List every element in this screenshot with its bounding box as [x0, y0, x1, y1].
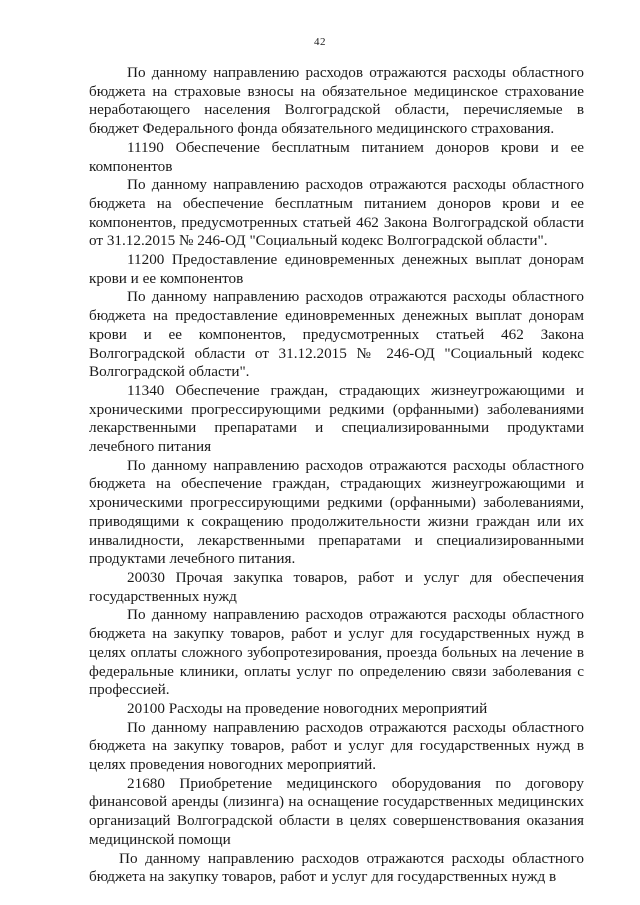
paragraph-20100-description: По данному направлению расходов отражаются расходы областного бюджета на закупку товаров, работ и услуг для государственных нужд в целях проведения новогодних мероприятий. [89, 718, 584, 774]
paragraph-11200-description: По данному направлению расходов отражаются расходы областного бюджета на предоставление единовременных денежных выплат донорам крови и ее компонентов, предусмотренных статьей 462 Закона Волгоградской области от 31.12.2015 № 246-ОД "Социальный кодекс Волгоградской области". [89, 288, 584, 381]
section-heading-20100: 20100 Расходы на проведение новогодних мероприятий [127, 699, 488, 717]
paragraph-11190-description: По данному направлению расходов отражаются расходы областного бюджета на обеспечение бесплатным питанием доноров крови и ее компонентов, предусмотренных статьей 462 Закона Волгоградской области от 31.12.2015 № 246-ОД "Социальный кодекс Волгоградской области". [89, 176, 584, 250]
page-number: 42 [314, 36, 326, 48]
section-heading-11190: 11190 Обеспечение бесплатным питанием доноров крови и ее компонентов [89, 138, 584, 175]
paragraph-insurance-description: По данному направлению расходов отражаются расходы областного бюджета на страховые взносы на обязательное медицинское страхование неработающего населения Волгоградской области, перечисляемые в бюджет Федерального фонда обязательного медицинского страхования. [89, 64, 584, 138]
section-heading-11340: 11340 Обеспечение граждан, страдающих жизнеугрожающими и хроническими прогрессирующими редкими (орфанными) заболеваниями лекарственными препаратами и специализированными продуктами лечебного питания [89, 381, 584, 456]
document-body [89, 64, 584, 887]
paragraph-21680-description: По данному направлению расходов отражаются расходы областного бюджета на закупку товаров, работ и услуг для государственных нужд в [89, 849, 584, 886]
section-heading-11200: 11200 Предоставление единовременных денежных выплат донорам крови и ее компонентов [89, 251, 584, 287]
paragraph-11340-description: По данному направлению расходов отражаются расходы областного бюджета на обеспечение граждан, страдающих жизнеугрожающими и хроническими прогрессирующими редкими (орфанными) заболеваниями, приводящими к сокращению продолжительности жизни граждан или их инвалидности, лекарственными препаратами и специализированными продуктами лечебного питания. [89, 456, 584, 568]
section-heading-20030: 20030 Прочая закупка товаров, работ и услуг для обеспечения государственных нужд [89, 568, 584, 605]
section-heading-21680: 21680 Приобретение медицинского оборудования по договору финансовой аренды (лизинга) на оснащение государственных медицинских организаций Волгоградской области в целях совершенствования оказания медицинской помощи [89, 774, 584, 848]
paragraph-20030-description: По данному направлению расходов отражаются расходы областного бюджета на закупку товаров, работ и услуг для государственных нужд в целях оплаты сложного зубопротезирования, проезда больных на лечение в федеральные клиники, оплаты услуг по определению связи заболевания с профессией. [89, 606, 584, 699]
